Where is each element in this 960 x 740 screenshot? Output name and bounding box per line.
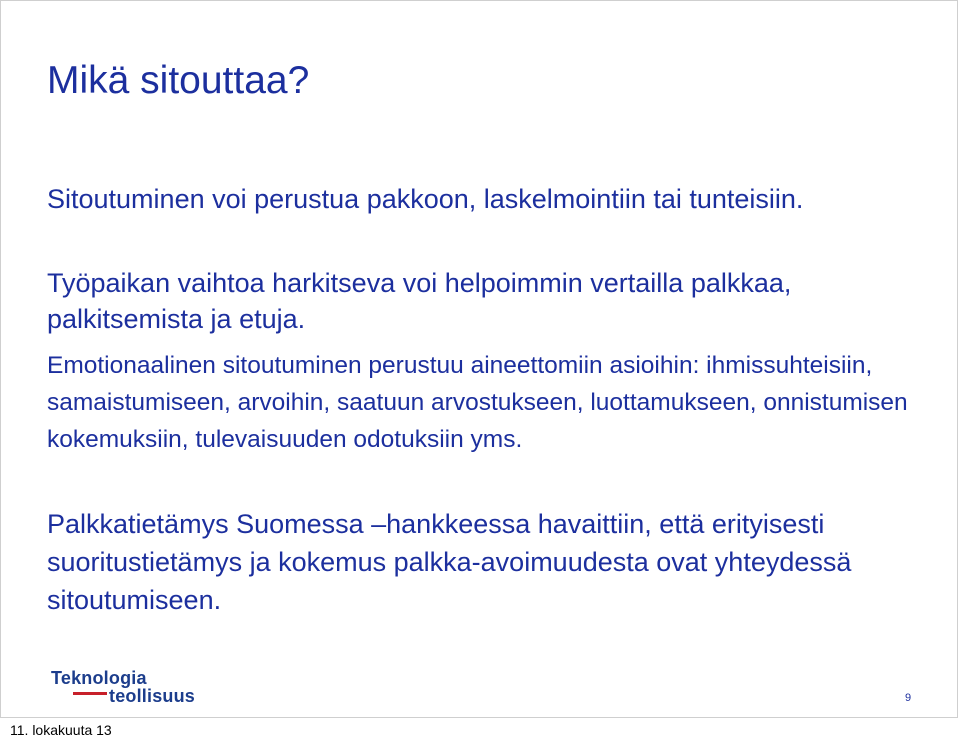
teknologiateollisuus-logo — [51, 668, 211, 704]
date-caption: 11. lokakuuta 13 — [10, 722, 112, 738]
logo-accent-bar — [73, 692, 107, 695]
paragraph-emotional-commitment: Emotionaalinen sitoutuminen perustuu aineettomiin asioihin: ihmissuhteisiin, samaistumiseen, arvoihin, saatuun arvostukseen, luottamukseen, onnistumisen kokemuksiin, tulevaisuuden odotuksiin yms. — [47, 352, 908, 453]
slide-title: Mikä sitouttaa? — [47, 59, 310, 102]
paragraph-commitment-basis: Sitoutuminen voi perustua pakkoon, laskelmointiin tai tunteisiin. — [47, 184, 804, 214]
page-number: 9 — [905, 692, 912, 704]
paragraph-pay-knowledge: Palkkatietämys Suomessa –hankkeessa havaittiin, että erityisesti suoritustietämys ja kokemus palkka-avoimuudesta ovat yhteydessä sitoutumiseen. — [47, 509, 852, 615]
paragraph-job-change: Työpaikan vaihtoa harkitseva voi helpoimmin vertailla palkkaa, palkitsemista ja etuja. — [47, 268, 792, 334]
logo-line-2: teollisuus — [109, 686, 196, 706]
logo-line-1: Teknologia — [51, 668, 147, 688]
